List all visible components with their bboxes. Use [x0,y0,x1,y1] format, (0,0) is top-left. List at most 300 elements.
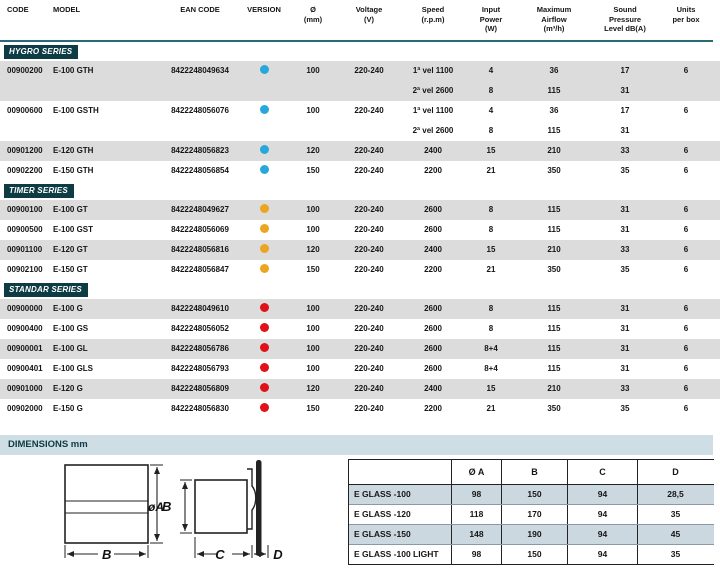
version-cell [239,200,289,220]
spec-row [0,299,720,319]
column-header [401,5,465,36]
series-badge: STANDAR SERIES [4,283,88,297]
diameter-cell: 150 [306,404,320,413]
version-dot-blue [260,165,269,174]
column-header [337,5,401,36]
side-view-duct [195,480,247,533]
input-power-cell [465,299,517,319]
column-header [7,5,53,36]
diameter-cell: 100 [306,324,320,333]
front-height-label: B [162,499,172,514]
airflow-cell [517,319,591,339]
code-cell: 00901200 [7,146,43,155]
spec-row [0,101,720,141]
column-header-line: Pressure [608,14,642,24]
spec-row [0,141,720,161]
diameter-cell: 150 [306,166,320,175]
spec-row [0,319,720,339]
dim-value-cell-a: 118 [451,505,501,524]
input-power-cell-line: 15 [486,146,496,155]
model-cell: E-100 GLS [53,364,94,373]
speed-cell [401,319,465,339]
spec-row [0,200,720,220]
column-header-line: Ø [310,5,316,14]
speed-cell-line: 2600 [424,324,442,333]
units-per-box-cell: 6 [683,265,689,274]
sound-level-cell [591,240,659,260]
dimensions-body [0,455,720,571]
input-power-cell [465,240,517,260]
sound-level-cell [591,101,659,141]
version-dot-yellow [260,244,269,253]
dim-model-cell: E GLASS -120 [354,509,411,519]
dim-value-cell-c: 94 [567,525,637,544]
column-header-line: Maximum [536,5,572,14]
dim-value-cell-d: 45 [637,525,713,544]
airflow-cell [517,61,591,101]
side-view-bracket [247,469,256,529]
column-header [517,5,591,36]
model-cell: E-100 GTH [53,66,94,75]
sound-level-cell-line: 31 [620,205,630,214]
column-header [465,5,517,36]
column-header-line: Power [479,14,503,24]
input-power-cell [465,200,517,220]
version-cell [239,379,289,399]
speed-cell [401,220,465,240]
units-per-box-cell: 6 [683,225,689,234]
spec-row [0,161,720,181]
voltage-cell: 220-240 [354,324,384,333]
sound-level-cell-line: 31 [620,225,630,234]
ean-cell: 8422248056069 [171,225,229,234]
column-header-line: (V) [364,14,374,24]
voltage-cell: 220-240 [354,344,384,353]
speed-cell-line: 2200 [424,404,442,413]
speed-cell [401,399,465,419]
code-cell: 00902000 [7,404,43,413]
sound-level-cell [591,299,659,319]
input-power-cell [465,141,517,161]
code-cell: 00900200 [7,66,43,75]
dim-value-cell-b: 150 [501,545,567,564]
input-power-cell-line: 4 [488,106,494,115]
spec-row [0,220,720,240]
dim-model-cell: E GLASS -100 LIGHT [354,549,439,559]
code-cell: 00900600 [7,106,43,115]
spec-table-body [0,45,720,419]
dim-value-cell-c: 94 [567,545,637,564]
units-per-box-cell: 6 [683,66,689,75]
units-per-box-cell: 6 [683,106,689,115]
speed-cell-line: 2600 [424,304,442,313]
version-cell [239,141,289,161]
model-cell: E-120 GT [53,245,88,254]
airflow-cell [517,220,591,240]
input-power-cell-line: 8 [488,304,494,313]
airflow-cell-line: 115 [547,304,561,313]
version-cell [239,240,289,260]
column-header [591,5,659,36]
version-dot-red [260,303,269,312]
voltage-cell: 220-240 [354,304,384,313]
ean-cell: 8422248056809 [171,384,229,393]
model-cell: E-120 GTH [53,146,94,155]
dim-value-cell-b: 190 [501,525,567,544]
column-header-line: EAN CODE [180,5,220,14]
version-cell [239,161,289,181]
column-header-line: MODEL [53,5,81,14]
column-header-line: Speed [421,5,445,14]
input-power-cell [465,161,517,181]
input-power-cell [465,359,517,379]
input-power-cell-line: 8 [488,86,494,95]
input-power-cell-line: 8+4 [484,364,498,373]
model-cell: E-100 GSTH [53,106,99,115]
dimensions-title: DIMENSIONS mm [8,439,88,450]
spec-row [0,339,720,359]
column-header-line: Sound [613,5,637,14]
sound-level-cell-line: 31 [620,364,630,373]
sound-level-cell [591,161,659,181]
units-per-box-cell: 6 [683,166,689,175]
input-power-cell-line: 15 [486,384,496,393]
speed-cell [401,61,465,101]
voltage-cell: 220-240 [354,166,384,175]
fan-dimension-diagram [40,455,340,569]
units-per-box-cell: 6 [683,245,689,254]
airflow-cell-line: 36 [549,106,559,115]
airflow-cell [517,240,591,260]
model-cell: E-100 GS [53,324,89,333]
sound-level-cell-line: 31 [620,304,630,313]
model-cell: E-150 G [53,404,83,413]
code-cell: 00901100 [7,245,43,254]
input-power-cell-line: 8 [488,324,494,333]
airflow-cell-line: 115 [547,86,561,95]
sound-level-cell-line: 33 [620,146,630,155]
diameter-cell: 150 [306,265,320,274]
speed-cell [401,141,465,161]
speed-cell [401,240,465,260]
ean-cell: 8422248056823 [171,146,229,155]
side-view-glass-panel [256,460,262,556]
speed-cell-line: 2ª vel 2600 [412,126,454,135]
sound-level-cell-line: 31 [620,324,630,333]
spec-row [0,240,720,260]
dim-value-cell-a: 98 [451,545,501,564]
units-per-box-cell: 6 [683,344,689,353]
dim-value-cell-b: 150 [501,485,567,504]
speed-cell-line: 2400 [424,245,442,254]
ean-cell: 8422248056076 [171,106,229,115]
sound-level-cell [591,61,659,101]
side-diameter-label: øA [148,500,164,514]
column-header-line: (r.p.m) [421,14,445,24]
ean-cell: 8422248056793 [171,364,229,373]
code-cell: 00902100 [7,265,43,274]
airflow-cell-line: 115 [547,324,561,333]
dim-value-cell-b: 170 [501,505,567,524]
speed-cell-line: 2ª vel 2600 [412,86,454,95]
airflow-cell [517,299,591,319]
ean-cell: 8422248049610 [171,304,229,313]
diameter-cell: 100 [306,106,320,115]
diameter-cell: 120 [306,384,320,393]
side-front-depth-label: D [273,547,283,562]
sound-level-cell-line: 35 [620,166,630,175]
speed-cell-line: 2600 [424,225,442,234]
speed-cell-line: 2400 [424,384,442,393]
code-cell: 00900000 [7,304,43,313]
version-cell [239,359,289,379]
speed-cell [401,359,465,379]
dim-model-cell: E GLASS -100 [354,489,411,499]
speed-cell [401,379,465,399]
sound-level-cell [591,200,659,220]
airflow-cell-line: 36 [549,66,559,75]
sound-level-cell-line: 31 [620,126,630,135]
dim-value-cell-c: 94 [567,485,637,504]
column-header-line: CODE [7,5,29,14]
code-cell: 00900401 [7,364,43,373]
speed-cell-line: 2400 [424,146,442,155]
version-dot-yellow [260,204,269,213]
dimensions-table [348,459,714,565]
version-cell [239,101,289,121]
voltage-cell: 220-240 [354,245,384,254]
airflow-cell [517,379,591,399]
version-cell [239,399,289,419]
airflow-cell [517,141,591,161]
series-badge: TIMER SERIES [4,184,74,198]
input-power-cell [465,319,517,339]
voltage-cell: 220-240 [354,265,384,274]
version-cell [239,220,289,240]
model-cell: E-150 GT [53,265,88,274]
diameter-cell: 100 [306,364,320,373]
units-per-box-cell: 6 [683,404,689,413]
version-cell [239,260,289,280]
version-cell [239,299,289,319]
dim-model-cell: E GLASS -150 [354,529,411,539]
speed-cell-line: 1ª vel 1100 [412,106,454,115]
speed-cell [401,101,465,141]
column-header-line: per box [672,14,700,24]
column-header-line: Units [676,5,696,14]
version-dot-yellow [260,264,269,273]
column-header-line: Input [481,5,501,14]
dimensions-table-header [349,460,714,485]
dim-header-empty [349,460,451,484]
dimensions-table-row [349,545,714,564]
version-dot-red [260,363,269,372]
speed-cell-line: 1ª vel 1100 [412,66,454,75]
dimensions-table-row [349,525,714,545]
input-power-cell [465,379,517,399]
ean-cell: 8422248056816 [171,245,229,254]
dimensions-table-row [349,505,714,525]
units-per-box-cell: 6 [683,146,689,155]
input-power-cell-line: 21 [486,404,496,413]
voltage-cell: 220-240 [354,146,384,155]
sound-level-cell [591,141,659,161]
dim-value-cell-d: 35 [637,505,713,524]
version-dot-blue [260,105,269,114]
code-cell: 00900500 [7,225,43,234]
speed-cell-line: 2600 [424,205,442,214]
input-power-cell-line: 15 [486,245,496,254]
dim-column-header: B [501,460,567,484]
header-divider-line [0,40,713,42]
speed-cell-line: 2200 [424,265,442,274]
voltage-cell: 220-240 [354,384,384,393]
sound-level-cell-line: 31 [620,344,630,353]
diameter-cell: 100 [306,66,320,75]
sound-level-cell-line: 17 [620,66,630,75]
ean-cell: 8422248056854 [171,166,229,175]
dim-column-header: Ø A [451,460,501,484]
input-power-cell-line: 4 [488,66,494,75]
speed-cell [401,200,465,220]
model-cell: E-150 GTH [53,166,94,175]
airflow-cell-line: 350 [547,265,561,274]
speed-cell [401,339,465,359]
version-dot-red [260,383,269,392]
dim-column-header: C [567,460,637,484]
side-depth-label: C [215,547,225,562]
input-power-cell [465,399,517,419]
airflow-cell [517,339,591,359]
ean-cell: 8422248056830 [171,404,229,413]
version-dot-red [260,323,269,332]
version-dot-blue [260,65,269,74]
input-power-cell-line: 8 [488,126,494,135]
airflow-cell [517,161,591,181]
airflow-cell [517,359,591,379]
ean-cell: 8422248056847 [171,265,229,274]
column-header-line: (m³/h) [543,24,565,33]
units-per-box-cell: 6 [683,324,689,333]
sound-level-cell [591,359,659,379]
dimensions-section [0,435,720,571]
airflow-cell [517,399,591,419]
ean-cell: 8422248056052 [171,324,229,333]
dim-value-cell-d: 35 [637,545,713,564]
sound-level-cell [591,220,659,240]
speed-cell [401,299,465,319]
column-header-line: Airflow [541,14,567,24]
sound-level-cell-line: 31 [620,86,630,95]
voltage-cell: 220-240 [354,205,384,214]
airflow-cell-line: 115 [547,364,561,373]
column-header-line: VERSION [247,5,281,14]
speed-cell-line: 2600 [424,364,442,373]
column-header [659,5,713,36]
front-width-label: B [102,547,112,562]
input-power-cell [465,61,517,101]
units-per-box-cell: 6 [683,364,689,373]
voltage-cell: 220-240 [354,106,384,115]
model-cell: E-100 GST [53,225,94,234]
column-header-line: Level dB(A) [604,24,646,33]
version-cell [239,319,289,339]
spec-row [0,379,720,399]
spec-table-header-row [0,0,720,40]
series-badge: HYGRO SERIES [4,45,78,59]
spec-row [0,61,720,101]
sound-level-cell [591,399,659,419]
version-cell [239,339,289,359]
voltage-cell: 220-240 [354,225,384,234]
spec-row [0,359,720,379]
code-cell: 00900400 [7,324,43,333]
airflow-cell-line: 350 [547,166,561,175]
speed-cell-line: 2600 [424,344,442,353]
version-dot-blue [260,145,269,154]
airflow-cell-line: 210 [547,245,561,254]
dim-value-cell-c: 94 [567,505,637,524]
diameter-cell: 120 [306,245,320,254]
voltage-cell: 220-240 [354,364,384,373]
version-dot-yellow [260,224,269,233]
sound-level-cell [591,339,659,359]
airflow-cell-line: 210 [547,384,561,393]
sound-level-cell-line: 33 [620,384,630,393]
spec-row [0,260,720,280]
code-cell: 00900001 [7,344,43,353]
diameter-cell: 100 [306,344,320,353]
spec-row [0,399,720,419]
input-power-cell [465,101,517,141]
airflow-cell [517,260,591,280]
ean-cell: 8422248056786 [171,344,229,353]
dim-value-cell-a: 98 [451,485,501,504]
units-per-box-cell: 6 [683,304,689,313]
dim-value-cell-a: 148 [451,525,501,544]
units-per-box-cell: 6 [683,384,689,393]
code-cell: 00902200 [7,166,43,175]
sound-level-cell [591,319,659,339]
speed-cell [401,260,465,280]
airflow-cell-line: 115 [547,205,561,214]
airflow-cell-line: 115 [547,225,561,234]
input-power-cell-line: 21 [486,265,496,274]
sound-level-cell [591,260,659,280]
airflow-cell-line: 115 [547,344,561,353]
version-dot-red [260,343,269,352]
units-per-box-cell: 6 [683,205,689,214]
input-power-cell-line: 8 [488,205,494,214]
column-header-line: Voltage [355,5,383,14]
model-cell: E-100 GT [53,205,88,214]
dimensions-table-row [349,485,714,505]
input-power-cell [465,220,517,240]
voltage-cell: 220-240 [354,404,384,413]
column-header [53,5,161,36]
code-cell: 00900100 [7,205,43,214]
column-header-line: (W) [484,24,498,33]
sound-level-cell-line: 17 [620,106,630,115]
ean-cell: 8422248049634 [171,66,229,75]
column-header [239,5,289,36]
airflow-cell [517,101,591,141]
airflow-cell-line: 210 [547,146,561,155]
airflow-cell-line: 350 [547,404,561,413]
code-cell: 00901000 [7,384,43,393]
sound-level-cell-line: 35 [620,265,630,274]
speed-cell-line: 2200 [424,166,442,175]
